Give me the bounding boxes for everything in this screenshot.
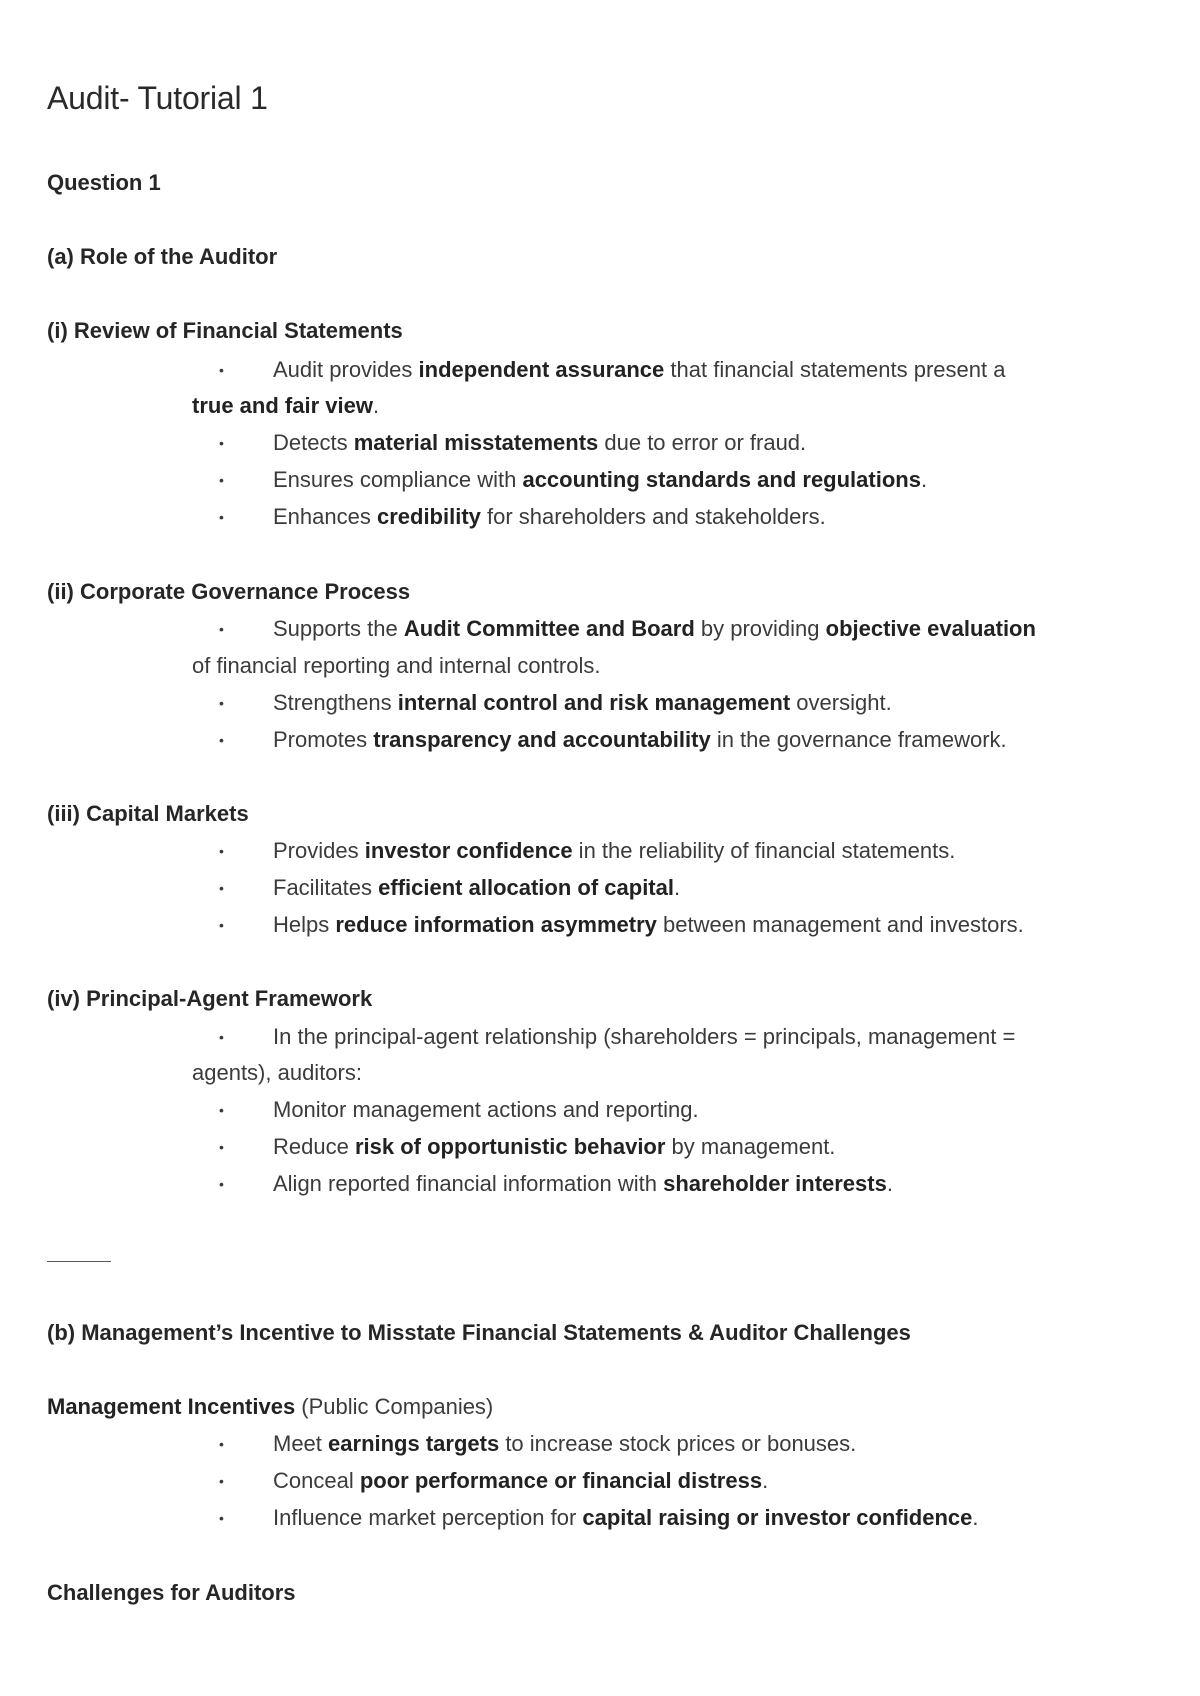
bullet-marker: •	[219, 880, 224, 896]
list-item: Supports the Audit Committee and Board by providing objective evaluation	[273, 616, 1036, 641]
bullet-marker: •	[219, 509, 224, 525]
part-b-heading: (b) Management’s Incentive to Misstate Financial Statements & Auditor Challenges	[47, 1320, 911, 1345]
list-item: In the principal-agent relationship (shareholders = principals, management =	[273, 1024, 1016, 1049]
list-item: Strengthens internal control and risk management oversight.	[273, 690, 892, 715]
section-heading: (i) Review of Financial Statements	[47, 318, 403, 343]
bullet-marker: •	[219, 1029, 224, 1045]
bullet-marker: •	[219, 621, 224, 637]
bullet-marker: •	[219, 1139, 224, 1155]
list-item-continuation: agents), auditors:	[192, 1060, 362, 1085]
list-item: Monitor management actions and reporting.	[273, 1097, 699, 1122]
bullet-marker: •	[219, 435, 224, 451]
section-heading: (ii) Corporate Governance Process	[47, 579, 411, 604]
list-item: Detects material misstatements due to error or fraud.	[273, 430, 807, 455]
bullet-marker: •	[219, 1102, 224, 1118]
list-item-continuation: true and fair view.	[192, 393, 380, 418]
bullet-marker: •	[219, 1436, 224, 1452]
list-item: Meet earnings targets to increase stock prices or bonuses.	[273, 1431, 857, 1456]
list-item: Reduce risk of opportunistic behavior by management.	[273, 1134, 836, 1159]
list-item: Helps reduce information asymmetry between management and investors.	[273, 912, 1024, 937]
list-item: Influence market perception for capital raising or investor confidence.	[273, 1505, 979, 1530]
section-divider	[47, 1261, 111, 1262]
list-item: Provides investor confidence in the reliability of financial statements.	[273, 838, 956, 863]
list-item: Enhances credibility for shareholders and stakeholders.	[273, 504, 826, 529]
list-item: Facilitates efficient allocation of capital.	[273, 875, 681, 900]
section-heading: (iii) Capital Markets	[47, 801, 249, 826]
list-item: Ensures compliance with accounting standards and regulations.	[273, 467, 928, 492]
question-label: Question 1	[47, 170, 161, 195]
bullet-marker: •	[219, 843, 224, 859]
part-a-heading: (a) Role of the Auditor	[47, 244, 278, 269]
section-heading: (iv) Principal-Agent Framework	[47, 986, 373, 1011]
list-item: Promotes transparency and accountability in the governance framework.	[273, 727, 1007, 752]
bullet-marker: •	[219, 472, 224, 488]
bullet-marker: •	[219, 1510, 224, 1526]
bullet-marker: •	[219, 695, 224, 711]
challenges-heading: Challenges for Auditors	[47, 1580, 296, 1605]
bullet-marker: •	[219, 362, 224, 378]
document-title: Audit- Tutorial 1	[47, 80, 268, 116]
bullet-marker: •	[219, 917, 224, 933]
list-item: Conceal poor performance or financial distress.	[273, 1468, 769, 1493]
bullet-marker: •	[219, 1176, 224, 1192]
list-item: Align reported financial information with shareholder interests.	[273, 1171, 893, 1196]
bullet-marker: •	[219, 1473, 224, 1489]
list-item: Audit provides independent assurance that financial statements present a	[273, 357, 1006, 382]
list-item-continuation: of financial reporting and internal controls.	[192, 653, 601, 678]
bullet-marker: •	[219, 732, 224, 748]
incentives-heading: Management Incentives (Public Companies)	[47, 1394, 494, 1419]
